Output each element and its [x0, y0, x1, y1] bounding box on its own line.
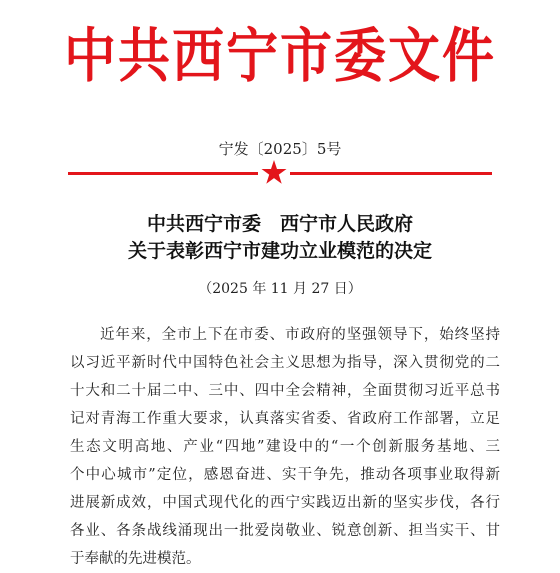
body-line: 近年来，全市上下在市委、市政府的坚强领导下，始终坚持: [100, 327, 500, 343]
document-body: [70, 321, 500, 573]
document-title-line-1: 中共西宁市委 西宁市人民政府: [146, 213, 413, 235]
body-line: 于奉献的先进模范。: [70, 551, 201, 567]
document-title-line-2: 关于表彰西宁市建功立业模范的决定: [127, 240, 432, 262]
document-number: 宁发〔2025〕5号: [218, 140, 342, 158]
red-divider-right: [290, 172, 492, 175]
body-line: 十大和二十届二中、三中、四中全会精神，全面贯彻习近平总书: [70, 383, 500, 399]
document-masthead: 中共西宁市委文件: [63, 22, 496, 91]
document-date: （2025 年 11 月 27 日）: [198, 281, 362, 297]
body-line: 以习近平新时代中国特色社会主义思想为指导，深入贯彻党的二: [70, 355, 500, 371]
red-divider-left: [68, 172, 258, 175]
body-line: 生态文明高地、产业“四地”建设中的“一个创新服务基地、三: [70, 439, 500, 455]
body-line: 进展新成效，中国式现代化的西宁实践迈出新的坚实步伐，各行: [70, 495, 500, 511]
body-line: 各业、各条战线涌现出一批爱岗敬业、锐意创新、担当实干、甘: [70, 523, 500, 539]
body-line: 个中心城市”定位，感恩奋进、实干争先，推动各项事业取得新: [70, 467, 500, 483]
red-star-icon: [261, 159, 287, 185]
body-line: 记对青海工作重大要求，认真落实省委、省政府工作部署，立足: [70, 411, 500, 427]
